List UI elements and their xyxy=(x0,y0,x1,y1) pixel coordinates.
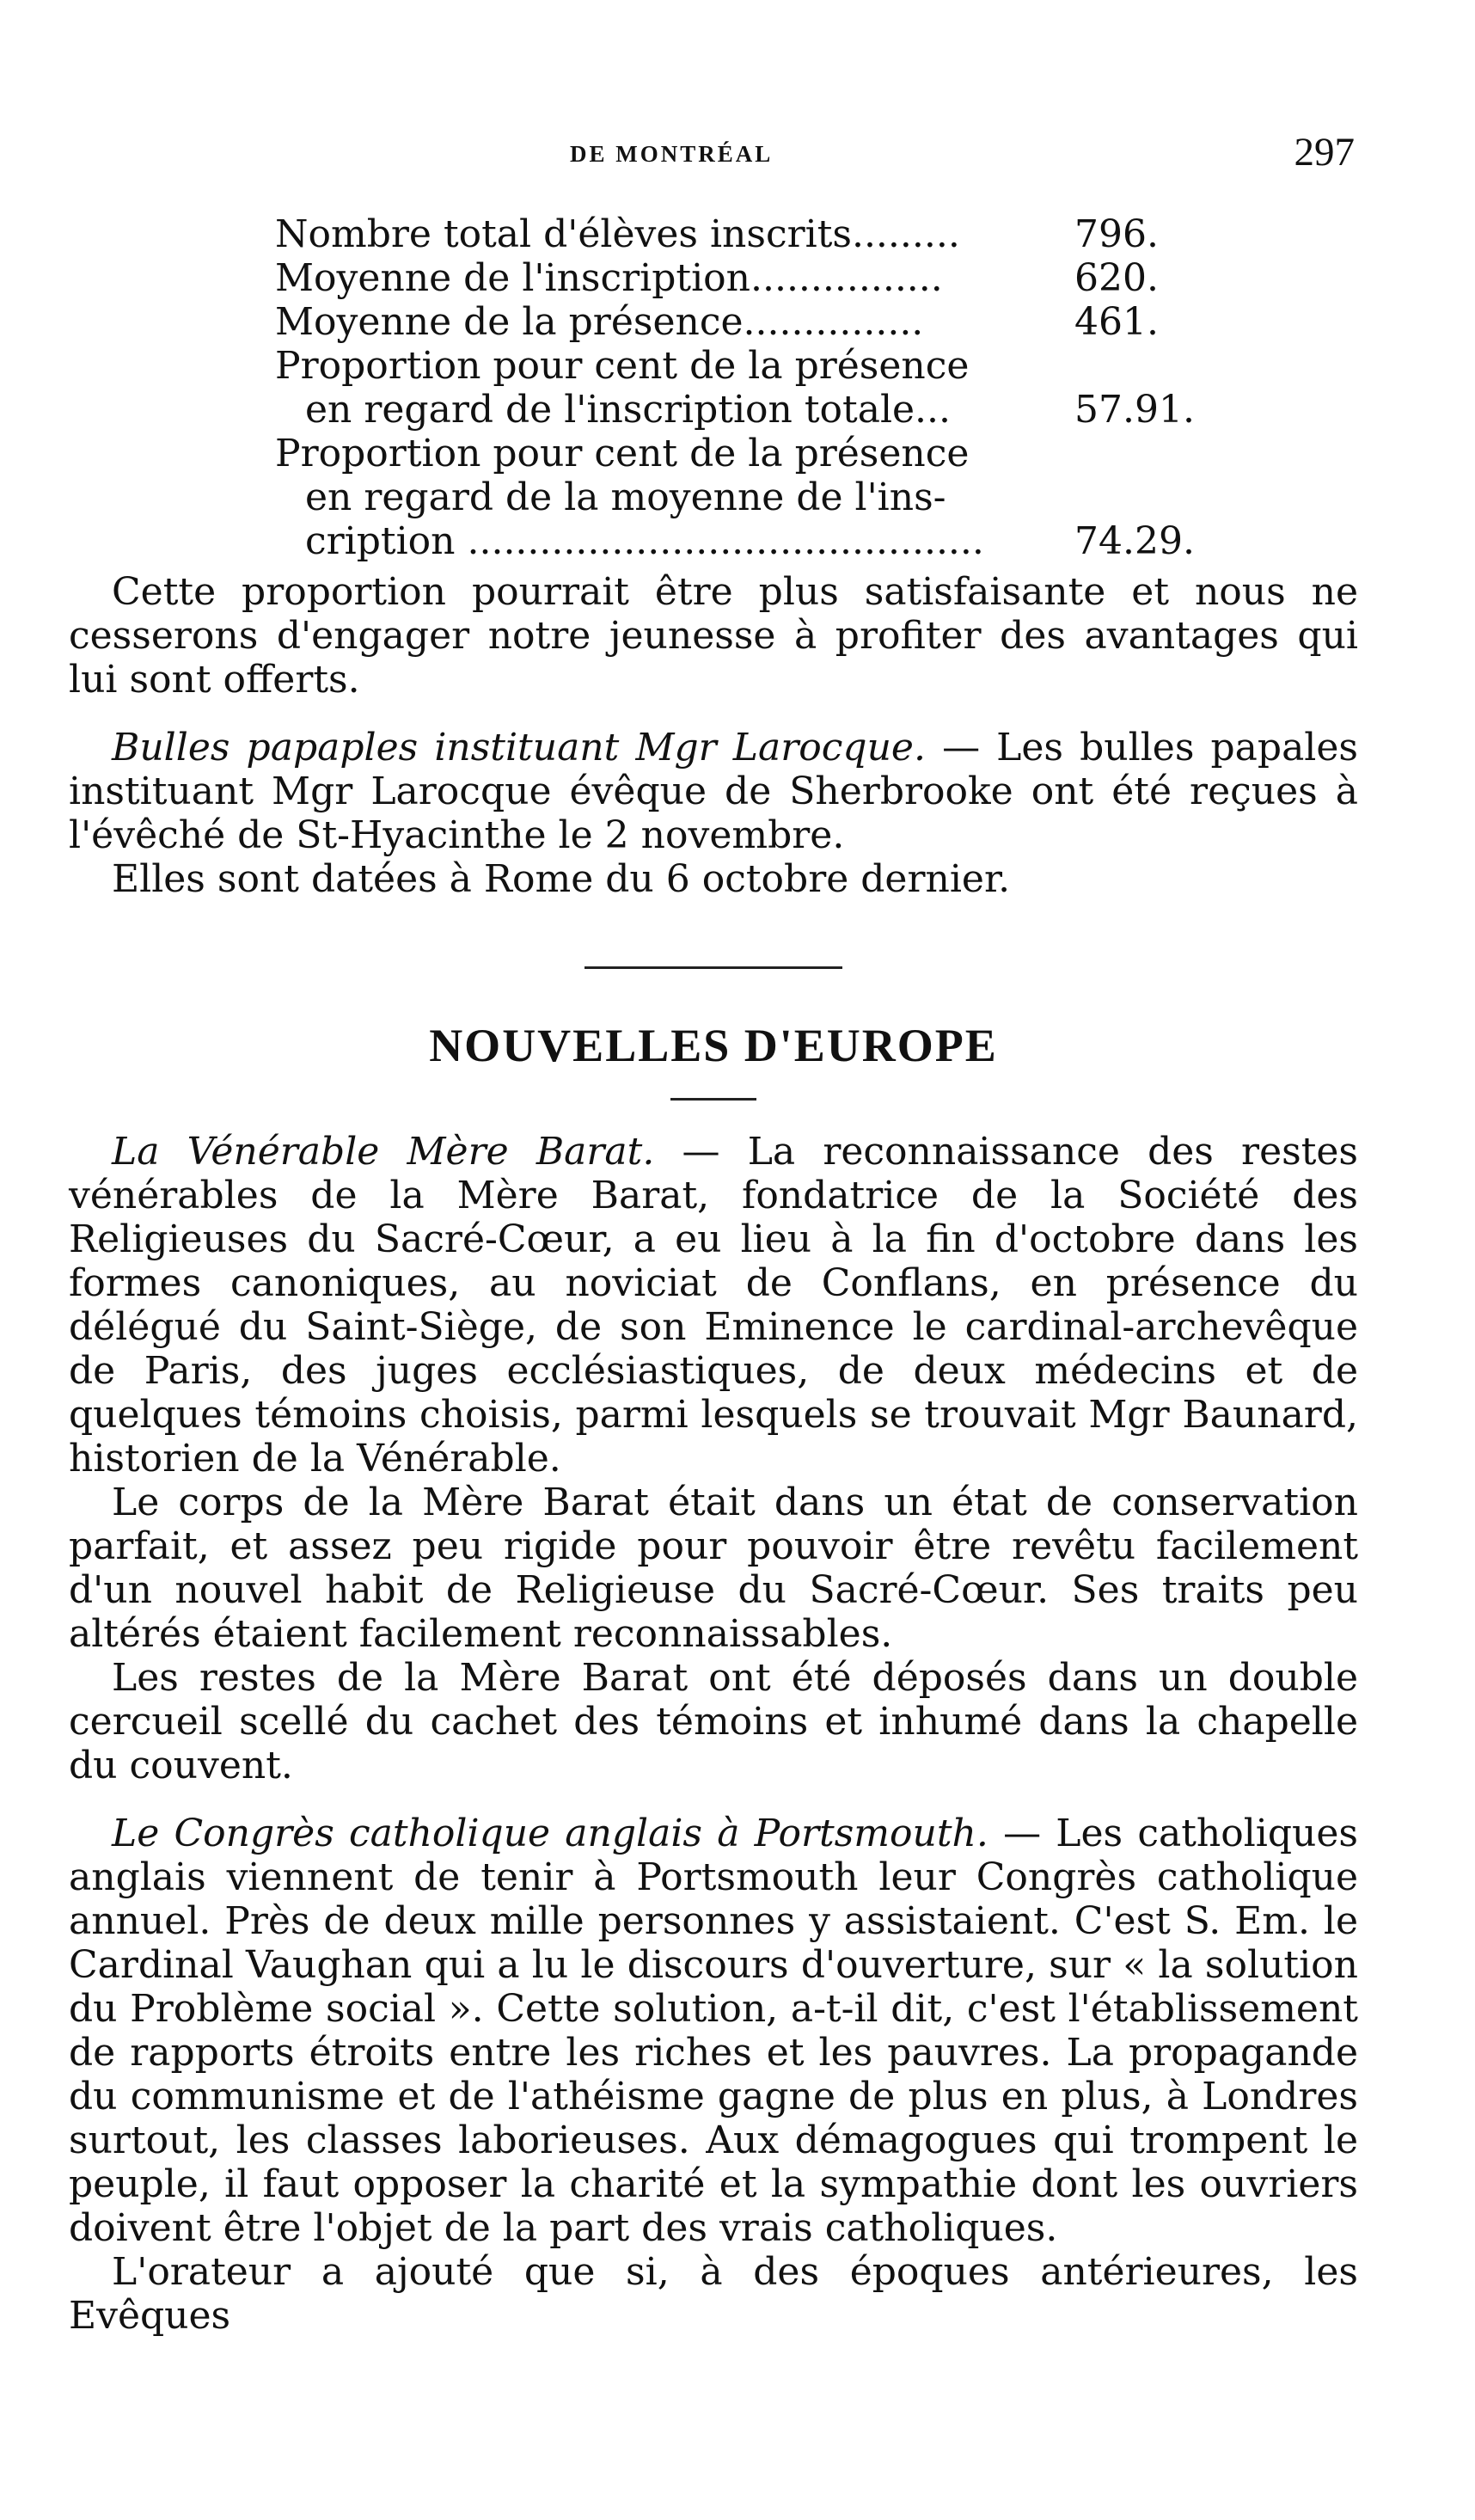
section-divider xyxy=(584,966,842,969)
running-header xyxy=(0,129,1475,181)
stat-label: en regard de l'inscription totale... xyxy=(305,388,952,432)
stat-row xyxy=(69,519,1358,563)
stat-row xyxy=(69,388,1358,432)
stat-label: Proportion pour cent de la présence xyxy=(275,432,970,475)
paragraph xyxy=(69,2250,1358,2338)
stat-value: 74.29. xyxy=(1074,519,1195,563)
paragraph xyxy=(69,570,1358,702)
paragraph-heading: Bulles papaples instituant Mgr Larocque. xyxy=(112,726,926,769)
spacer xyxy=(69,702,1358,726)
stat-label: Nombre total d'élèves inscrits......... xyxy=(275,212,960,256)
paragraph xyxy=(69,1656,1358,1787)
section-title: NOUVELLES D'EUROPE xyxy=(429,1020,998,1071)
paragraph-text: Les restes de la Mère Barat ont été déposés dans un double cercueil scellé du cachet des témoins et inhumé dans la chapelle du couvent. xyxy=(69,1656,1358,1787)
stat-row xyxy=(69,344,1358,388)
paragraph xyxy=(69,1812,1358,2250)
stat-value: 796. xyxy=(1074,212,1159,256)
paragraph-text: — La reconnaissance des restes vénérables de la Mère Barat, fondatrice de la Société des Religieuses du Sacré-Cœur, a eu lieu à la fin d'octobre dans les formes canoniques, au noviciat de Conflans, en présence du délégué du Saint-Siège, de son Eminence le cardinal-archevêque de Paris, des juges ecclésiastiques, de deux médecins et de quelques témoins choisis, parmi lesquels se trouvait Mgr Baunard, historien de la Vénérable. xyxy=(69,1130,1358,1481)
page-number: 297 xyxy=(1294,130,1355,175)
paragraph xyxy=(69,1130,1358,1481)
page-body xyxy=(69,212,1358,2338)
stat-row xyxy=(69,432,1358,475)
stat-row xyxy=(69,300,1358,344)
paragraph xyxy=(69,726,1358,857)
title-underline xyxy=(670,1098,756,1101)
stat-label: Moyenne de la présence............... xyxy=(275,300,924,344)
stat-value: 57.91. xyxy=(1074,388,1195,432)
paragraph-heading: La Vénérable Mère Barat. xyxy=(112,1130,655,1174)
paragraph-text: L'orateur a ajouté que si, à des époques antérieures, les Evêques xyxy=(69,2250,1358,2338)
paragraph-text: Le corps de la Mère Barat était dans un état de conservation parfait, et assez peu rigide pour pouvoir être revêtu facilement d'un nouvel habit de Religieuse du Sacré-Cœur. Ses traits peu altérés étaient facilement reconnaissables. xyxy=(69,1481,1358,1656)
stat-row xyxy=(69,256,1358,300)
paragraph-text: — Les bulles papales instituant Mgr Larocque évêque de Sherbrooke ont été reçues à l'évêché de St-Hyacinthe le 2 novembre. xyxy=(69,726,1358,857)
stat-label: cription ........................................... xyxy=(305,519,984,563)
statistics-list xyxy=(69,212,1358,563)
stat-label: en regard de la moyenne de l'ins- xyxy=(305,475,946,519)
running-title: DE MONTRÉAL xyxy=(570,141,774,167)
stat-label: Proportion pour cent de la présence xyxy=(275,344,970,388)
stat-value: 461. xyxy=(1074,300,1159,344)
stat-value: 620. xyxy=(1074,256,1159,300)
paragraph-text: — Les catholiques anglais viennent de tenir à Portsmouth leur Congrès catholique annuel. Près de deux mille personnes y assistaient. C'est S. Em. le Cardinal Vaughan qui a lu le discours d'ouverture, sur « la solution du Problème social ». Cette solution, a-t-il dit, c'est l'établissement de rapports étroits entre les riches et les pauvres. La propagande du communisme et de l'athéisme gagne de plus en plus, à Londres surtout, les classes laborieuses. Aux démagogues qui trompent le peuple, il faut opposer la charité et la sympathie dont les ouvriers doivent être l'objet de la part des vrais catholiques. xyxy=(69,1812,1358,2250)
paragraph xyxy=(69,857,1358,901)
paragraph-text: Elles sont datées à Rome du 6 octobre dernier. xyxy=(112,857,1011,901)
paragraph xyxy=(69,1481,1358,1656)
stat-row xyxy=(69,475,1358,519)
stat-row xyxy=(69,212,1358,256)
spacer xyxy=(69,1787,1358,1812)
stat-label: Moyenne de l'inscription................ xyxy=(275,256,943,300)
paragraph-heading: Le Congrès catholique anglais à Portsmouth. xyxy=(112,1812,988,1855)
paragraph-text: Cette proportion pourrait être plus satisfaisante et nous ne cesserons d'engager notre jeunesse à profiter des avantages qui lui sont offerts. xyxy=(69,570,1358,702)
